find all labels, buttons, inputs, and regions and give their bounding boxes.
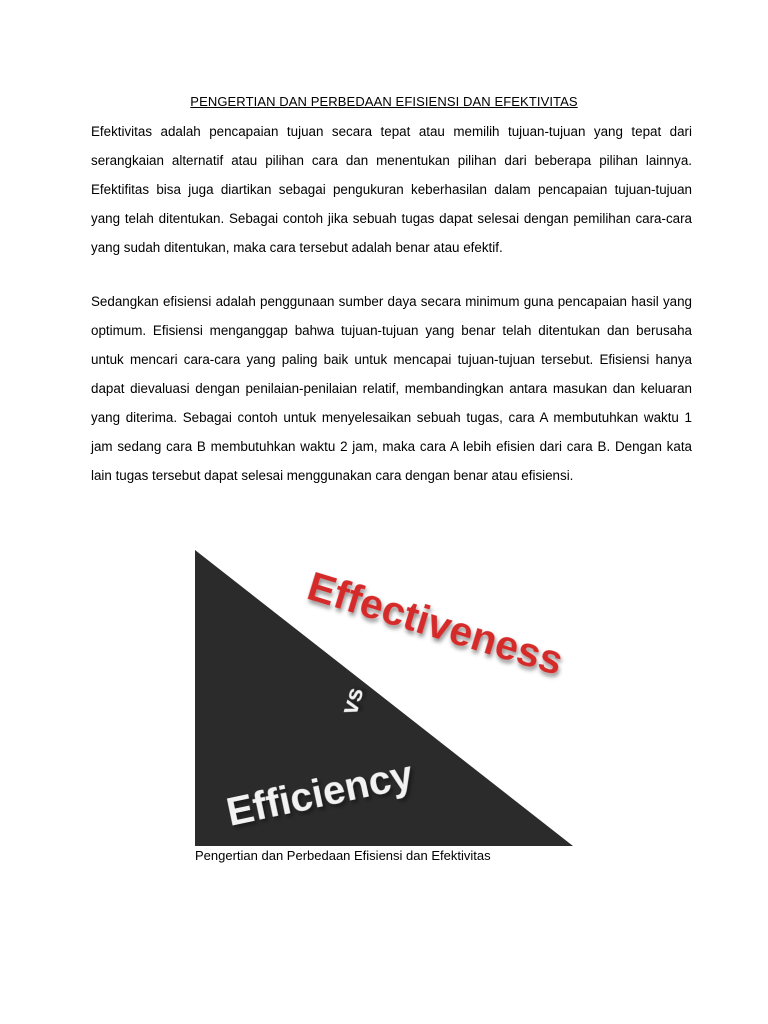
figure-svg [195, 548, 575, 846]
paragraph-effectiveness: Efektivitas adalah pencapaian tujuan secara tepat atau memilih tujuan-tujuan yang tepat dari serangkaian alternatif atau pilihan cara dan menentukan pilihan dari beberapa pilihan lainnya. Efektifitas bisa juga diartikan sebagai pengukuran keberhasilan dalam pencapaian tujuan-tujuan yang telah ditentukan. Sebagai contoh jika sebuah tugas dapat selesai dengan pemilihan cara-cara yang sudah ditentukan, maka cara tersebut adalah benar atau efektif. [91, 124, 692, 255]
paragraph-efficiency: Sedangkan efisiensi adalah penggunaan sumber daya secara minimum guna pencapaian hasil yang optimum. Efisiensi menganggap bahwa tujuan-tujuan yang benar telah ditentukan dan berusaha untuk mencari cara-cara yang paling baik untuk mencapai tujuan-tujuan tersebut. Efisiensi hanya dapat dievaluasi dengan penilaian-penilaian relatif, membandingkan antara masukan dan keluaran yang diterima. Sebagai contoh untuk menyelesaikan sebuah tugas, cara A membutuhkan waktu 1 jam sedang cara B membutuhkan waktu 2 jam, maka cara A lebih efisien dari cara B. Dengan kata lain tugas tersebut dapat selesai menggunakan cara dengan benar atau efisiensi. [91, 294, 692, 483]
effectiveness-label: Effectiveness [302, 562, 569, 684]
effectiveness-vs-efficiency-figure [195, 548, 575, 846]
document-title: PENGERTIAN DAN PERBEDAAN EFISIENSI DAN EFEKTIVITAS [190, 94, 578, 109]
vs-label: vs [335, 684, 370, 718]
efficiency-label: Efficiency [222, 752, 417, 835]
figure-caption: Pengertian dan Perbedaan Efisiensi dan Efektivitas [195, 848, 491, 863]
